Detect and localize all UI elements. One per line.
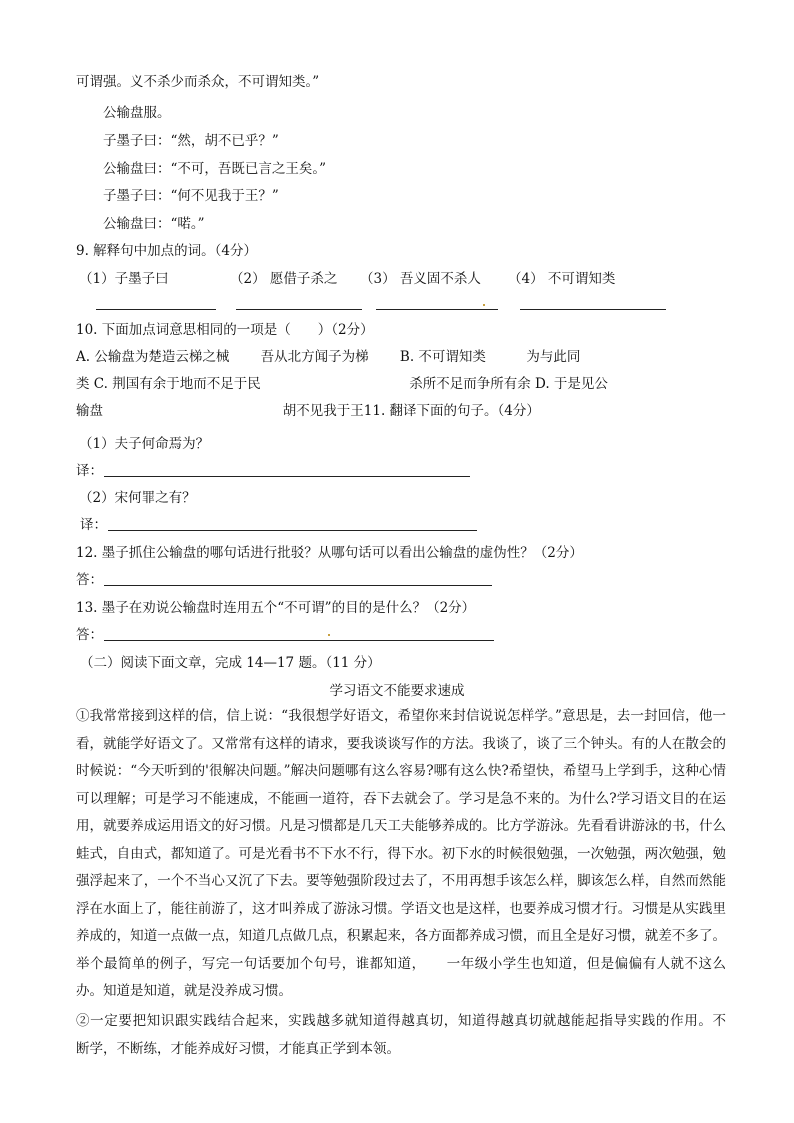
answer-blank[interactable]: [520, 309, 666, 310]
answer-label: 答：: [76, 572, 103, 588]
ink-speck: [483, 304, 485, 306]
text-line: 子墨子曰：“然，胡不已乎？”: [103, 133, 279, 149]
q11-sentence-2: （2）宋何罪之有？: [79, 490, 196, 506]
answer-blank[interactable]: [104, 585, 492, 586]
text-line: 公输盘曰：“不可，吾既已言之王矣。”: [103, 161, 327, 177]
q9-item-1: （1）子墨子曰: [79, 271, 169, 287]
passage-title: 学习语文不能要求速成: [329, 683, 465, 699]
translate-label: 译：: [80, 517, 107, 533]
text-line: 公输盘曰：“喏。”: [103, 216, 205, 232]
section-heading: （二）阅读下面文章，完成 14—17 题。（11 分）: [80, 655, 381, 671]
passage-paragraph-1: ①我常常接到这样的信，信上说：“我很想学好语文，希望你来封信说说怎样学。”意思是，去一封回信，他一看，就能学好语文了。又常常有这样的请求，要我谈谈写作的方法。我谈了，谈了三个钟头。有的人在散会的时候说：“今天听到的'很解决问题。”解决问题哪有这么容易?哪有这么快?希望快，希望马上学到手，这种心情可以理解；可是学习不能速成，不能画一道符，吞下去就会了。学习是急不来的。为什么?学习语文目的在运用，就要养成运用语文的好习惯。凡是习惯都是几天工夫能够养成的。比方学游泳。先看看讲游泳的书，什么蛙式，自由式，都知道了。可是光看书不下水不行，得下水。初下水的时候很勉强，一次勉强，两次勉强，勉强浮起来了，一个不当心又沉了下去。要等勉强阶段过去了，不用再想手该怎么样，脚该怎么样，自然而然能浮在水面上了，能往前游了，这才叫养成了游泳习惯。学语文也是这样，也要养成习惯才行。习惯是从实践里养成的，知道一点做一点，知道几点做几点，积累起来，各方面都养成习惯，而且全是好习惯，就差不多了。举个最简单的例子，写完一句话要加个句号，谁都知道， 一年级小学生也知道，但是偏偏有人就不这么办。知道是知道，就是没养成习惯。: [76, 708, 726, 999]
text-line: 可谓强。义不杀少而杀众，不可谓知类。”: [76, 74, 320, 90]
q11-sentence-1: （1）夫子何命焉为？: [79, 436, 210, 452]
answer-blank[interactable]: [108, 530, 477, 531]
question-9-stem: 9. 解释句中加点的词。（4分）: [76, 243, 258, 259]
answer-label: 答：: [76, 627, 103, 643]
passage-paragraph-2: ②一定要把知识跟实践结合起来，实践越多就知道得越真切，知道得越真切就越能起指导实践的作用。不 断学，不断练，才能养成好习惯，才能真正学到本领。: [76, 1013, 767, 1057]
question-10-stem: 10. 下面加点词意思相同的一项是（ ）（2分）: [76, 322, 374, 338]
q10-options-row: 输盘 胡不见我于王11. 翻译下面的句子。（4分）: [76, 403, 540, 419]
ink-speck: [328, 634, 330, 636]
question-12-stem: 12. 墨子抓住公输盘的哪句话进行批驳？从哪句话可以看出公输盘的虚伪性？（2分）: [76, 545, 583, 561]
answer-blank[interactable]: [376, 309, 498, 310]
question-13-stem: 13. 墨子在劝说公输盘时连用五个“不可谓”的目的是什么？（2分）: [76, 600, 476, 616]
translate-label: 译：: [76, 463, 103, 479]
text-line: 公输盘服。: [103, 105, 171, 121]
text-line: 子墨子曰：“何不见我于王？”: [103, 188, 279, 204]
answer-blank[interactable]: [104, 476, 470, 477]
answer-blank[interactable]: [236, 309, 362, 310]
q10-options-row: A. 公输盘为楚造云梯之械 吾从北方闻子为梯 B. 不可谓知类 为与此同: [76, 349, 581, 365]
q9-item-2: （2） 愿借子杀之: [230, 271, 338, 287]
answer-blank[interactable]: [96, 309, 216, 310]
q9-item-4: （4） 不可谓知类: [508, 271, 616, 287]
q9-item-3: （3） 吾义固不杀人: [360, 271, 481, 287]
q10-options-row: 类 C. 荆国有余于地而不足于民 杀所不足而争所有余 D. 于是见公: [76, 376, 608, 392]
answer-blank[interactable]: [104, 640, 494, 641]
